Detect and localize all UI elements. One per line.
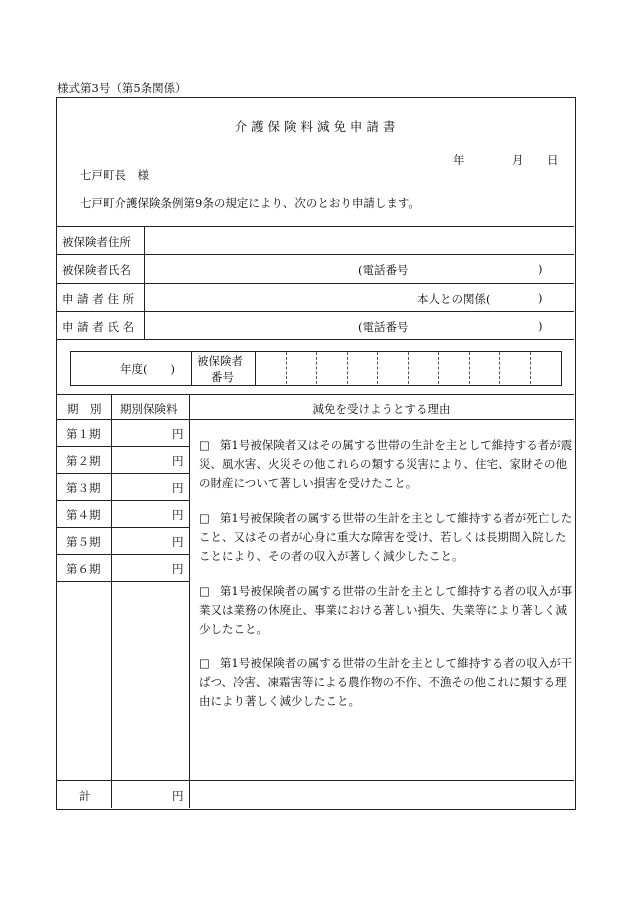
insured-number-digit-cell[interactable] (499, 352, 530, 384)
insured-number-digit-cell[interactable] (438, 352, 469, 384)
applicant-address-field[interactable] (146, 285, 414, 310)
insured-number-digit-cell[interactable] (316, 352, 347, 384)
period-yen: 円 (172, 427, 184, 441)
addressee: 七戸町長 様 (80, 168, 149, 182)
period-yen: 円 (172, 454, 184, 468)
date-year-label: 年 (453, 153, 465, 167)
insured-number-digit-cell[interactable] (255, 352, 286, 384)
applicant-name-label: 申 請 者 氏 名 (62, 320, 135, 334)
relation-field[interactable] (500, 285, 536, 310)
insured-number-label-1: 被保険者 (197, 354, 243, 368)
intro-text: 七戸町介護保険条例第9条の規定により、次のとおり申請します。 (80, 196, 420, 210)
period-label: 第１期 (66, 427, 101, 441)
insured-phone-label: (電話番号 (358, 263, 409, 277)
period-yen: 円 (172, 481, 184, 495)
insured-number-digit-cell[interactable] (530, 352, 561, 384)
applicant-phone-label: (電話番号 (358, 320, 409, 334)
relation-label: 本人との関係( (417, 292, 491, 306)
reason-checkbox[interactable]: □ (199, 656, 210, 670)
period-amount-field[interactable] (113, 421, 171, 444)
insured-phone-field[interactable] (412, 256, 536, 281)
applicant-name-field[interactable] (146, 313, 356, 338)
date-day-label: 日 (547, 153, 559, 167)
insured-number-digit-cell[interactable] (347, 352, 378, 384)
reason-text: 第1号被保険者の属する世帯の生計を主として維持する者の収入が干ばつ、冷害、凍霜害等による農作物の不作、不漁その他これに類する理由により著しく減少したこと。 (199, 656, 573, 708)
insured-phone-close: ) (538, 262, 543, 276)
insured-number-digit-cell[interactable] (408, 352, 439, 384)
col-period-header: 期 別 (67, 402, 102, 416)
period-amount-field[interactable] (113, 502, 171, 525)
period-label: 第４期 (66, 508, 101, 522)
insured-number-digit-cell[interactable] (377, 352, 408, 384)
period-amount-field[interactable] (113, 556, 171, 579)
reason-item (199, 509, 575, 566)
reason-item (199, 654, 575, 711)
insured-name-label: 被保険者氏名 (62, 263, 131, 277)
applicant-address-label: 申 請 者 住 所 (62, 292, 135, 306)
total-label: 計 (79, 789, 91, 803)
reason-checkbox[interactable]: □ (199, 511, 210, 525)
col-amount-header: 期別保険料 (120, 402, 178, 416)
period-yen: 円 (172, 562, 184, 576)
date-month-label: 月 (512, 153, 524, 167)
reason-item (199, 436, 575, 493)
applicant-phone-close: ) (538, 319, 543, 333)
period-amount-field[interactable] (113, 475, 171, 498)
period-yen: 円 (172, 508, 184, 522)
total-yen: 円 (172, 789, 184, 803)
period-amount-field[interactable] (113, 448, 171, 471)
reason-text: 第1号被保険者又はその属する世帯の生計を主として維持する者が震災、風水害、火災その他これらの類する災害により、住宅、家財その他の財産について著しい損害を受けたこと。 (199, 438, 573, 490)
period-yen: 円 (172, 535, 184, 549)
relation-close: ) (538, 291, 543, 305)
form-number: 様式第3号（第5条関係） (57, 81, 187, 95)
insured-number-digit-cell[interactable] (469, 352, 500, 384)
insured-name-field[interactable] (146, 256, 356, 281)
reason-text: 第1号被保険者の属する世帯の生計を主として維持する者の収入が事業又は業務の休廃止、事業における著しい損失、失業等により著しく減少したこと。 (199, 584, 573, 636)
applicant-phone-field[interactable] (412, 313, 536, 338)
col-reason-header: 減免を受けようとする理由 (312, 402, 451, 416)
period-label: 第２期 (66, 454, 101, 468)
reason-item (199, 582, 575, 639)
reason-text: 第1号被保険者の属する世帯の生計を主として維持する者が死亡したこと、又はその者が心身に重大な障害を受け、若しくは長期間入院したことにより、その者の収入が著しく減少したこと。 (199, 511, 573, 563)
insured-number-label-2: 番号 (211, 370, 234, 384)
fiscal-year-label: 年度( ) (120, 362, 175, 376)
period-label: 第６期 (66, 562, 101, 576)
insured-address-field[interactable] (146, 228, 572, 253)
insured-number-digit-cell[interactable] (286, 352, 317, 384)
period-label: 第３期 (66, 481, 101, 495)
reason-checkbox[interactable]: □ (199, 584, 210, 598)
insured-address-label: 被保険者住所 (62, 235, 131, 249)
reason-checkbox[interactable]: □ (199, 438, 210, 452)
form-title: 介 護 保 険 料 減 免 申 請 書 (234, 119, 396, 134)
period-label: 第５期 (66, 535, 101, 549)
period-amount-field[interactable] (113, 529, 171, 552)
total-amount-field[interactable] (113, 782, 171, 806)
